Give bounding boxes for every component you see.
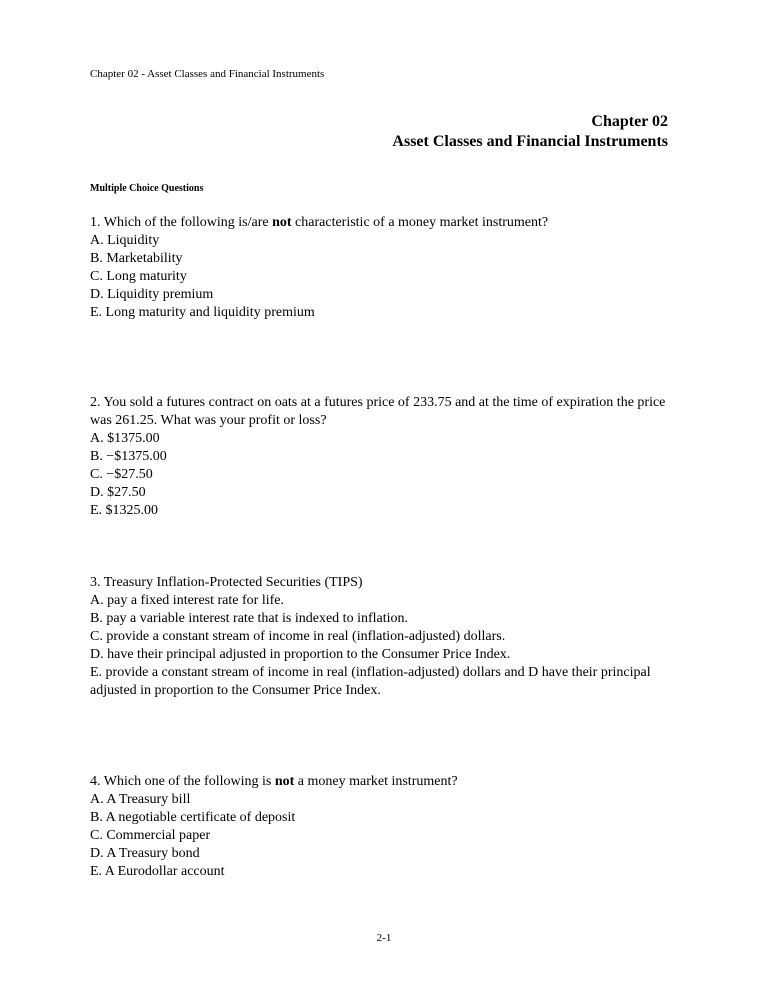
option-e: E. provide a constant stream of income in real (inflation-adjusted) dollars and D have their principal adjusted in proportion to the Consumer Price Index. [90,665,651,698]
option-e: E. $1325.00 [90,503,159,518]
question-3 [90,574,680,700]
option-c: C. Long maturity [90,269,187,284]
question-2 [90,394,680,520]
option-c: C. −$27.50 [90,467,153,482]
option-a: A. $1375.00 [90,431,160,446]
option-a: A. Liquidity [90,233,160,248]
option-a: A. A Treasury bill [90,792,191,807]
option-d: D. A Treasury bond [90,846,200,861]
option-a: A. pay a fixed interest rate for life. [90,593,284,608]
option-d: D. $27.50 [90,485,146,500]
option-b: B. pay a variable interest rate that is indexed to inflation. [90,611,409,626]
option-e: E. A Eurodollar account [90,864,225,879]
question-stem: 2. You sold a futures contract on oats at a futures price of 233.75 and at the time of expiration the price was 261.25. What was your profit or loss? [90,395,666,428]
option-c: C. provide a constant stream of income in real (inflation-adjusted) dollars. [90,629,506,644]
option-d: D. have their principal adjusted in proportion to the Consumer Price Index. [90,647,511,662]
question-4 [90,773,680,881]
running-header: Chapter 02 - Asset Classes and Financial Instruments [90,68,325,80]
option-c: C. Commercial paper [90,828,211,843]
option-e: E. Long maturity and liquidity premium [90,305,315,320]
question-stem: 3. Treasury Inflation-Protected Securities (TIPS) [90,575,363,590]
chapter-number: Chapter 02 [591,113,668,130]
stem-text: 1. Which of the following is/are [90,215,273,230]
question-stem [90,773,680,791]
option-b: B. −$1375.00 [90,449,167,464]
stem-text: 4. Which one of the following is [90,774,275,789]
page-number: 2-1 [376,932,392,944]
chapter-name: Asset Classes and Financial Instruments [392,133,668,150]
question-1 [90,214,680,322]
option-d: D. Liquidity premium [90,287,214,302]
chapter-title [392,112,668,152]
stem-emphasis: not [272,215,292,230]
option-b: B. A negotiable certificate of deposit [90,810,296,825]
section-label: Multiple Choice Questions [90,183,204,194]
stem-emphasis: not [274,774,295,789]
stem-text: characteristic of a money market instrument? [291,215,549,230]
stem-text: a money market instrument? [294,774,458,789]
question-stem [90,214,680,232]
option-b: B. Marketability [90,251,183,266]
